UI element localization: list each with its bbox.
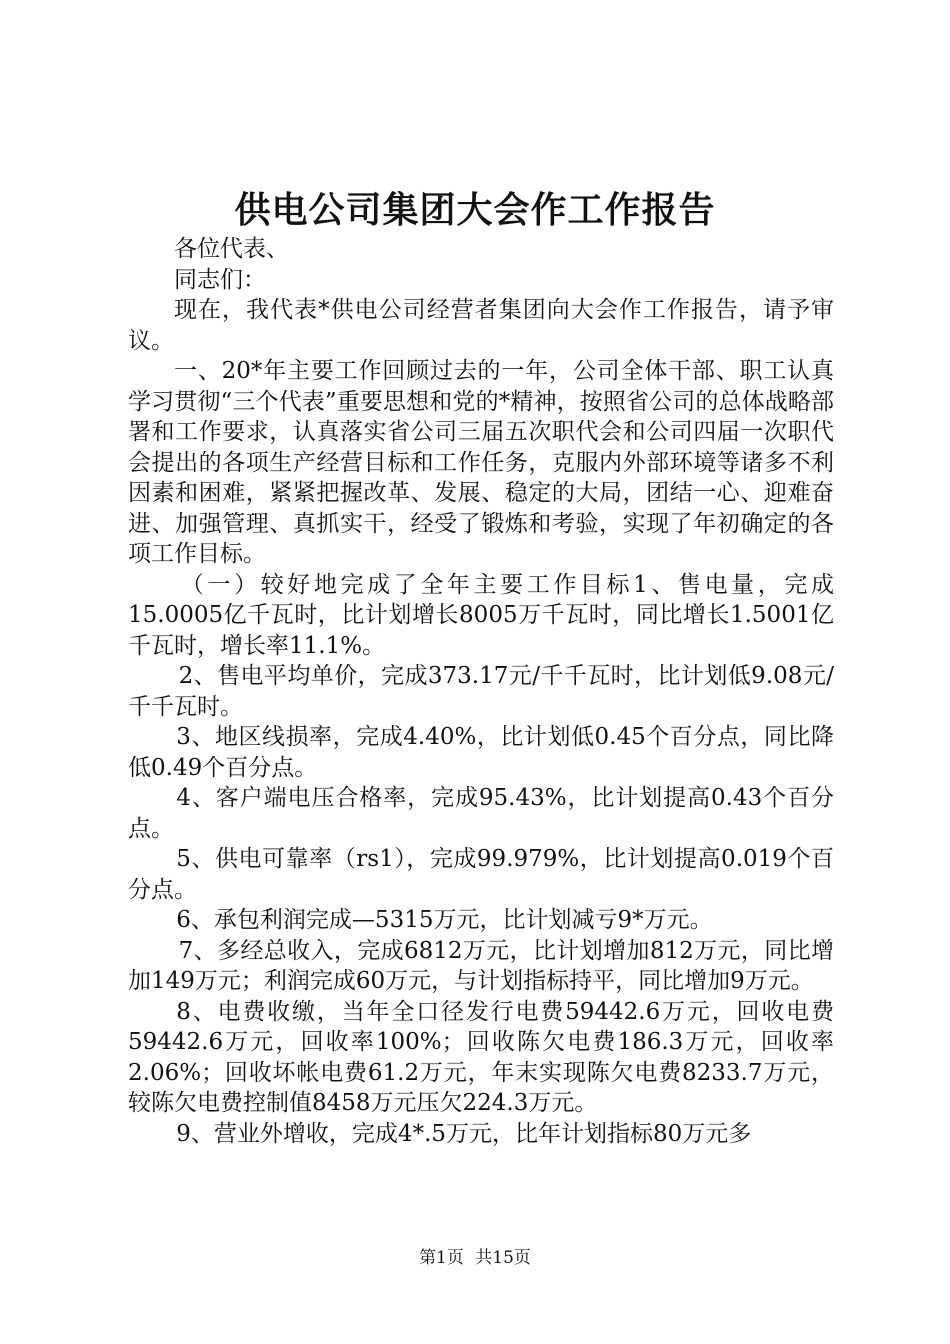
paragraph: 7、多经总收入，完成6812万元，比计划增加812万元，同比增加149万元；利润完成60万元，与计划指标持平，同比增加9万元。 — [128, 937, 834, 994]
paragraph: 2、售电平均单价，完成373.17元/千千瓦时，比计划低9.08元/千千瓦时。 — [128, 663, 834, 720]
paragraph: 5、供电可靠率（rs1），完成99.979%，比计划提高0.019个百分点。 — [128, 846, 834, 903]
paragraph: 8、电费收缴，当年全口径发行电费59442.6万元，回收电费59442.6万元，回收率100%；回收陈欠电费186.3万元，回收率2.06%；回收坏帐电费61.2万元，年末实现陈欠电费8233.7万元，较陈欠电费控制值8458万元压欠224.3万元。 — [128, 998, 834, 1116]
paragraph: 6、承包利润完成—5315万元，比计划减亏9*万元。 — [176, 907, 713, 933]
paragraph: 4、客户端电压合格率，完成95.43%，比计划提高0.43个百分点。 — [128, 785, 834, 842]
document-body — [128, 234, 834, 1149]
page-total: 共15页 — [475, 1248, 531, 1268]
paragraph: 3、地区线损率，完成4.40%，比计划低0.45个百分点，同比降低0.49个百分点。 — [128, 724, 834, 781]
paragraph: 现在，我代表*供电公司经营者集团向大会作工作报告，请予审议。 — [128, 297, 834, 354]
page-number: 第1页 — [419, 1248, 464, 1268]
document-title: 供电公司集团大会作工作报告 — [234, 189, 716, 231]
paragraph: 同志们： — [174, 266, 266, 293]
paragraph: 9、营业外增收，完成4*.5万元，比年计划指标80万元多 — [176, 1120, 752, 1147]
paragraph: 各位代表、 — [174, 236, 289, 262]
page-footer — [0, 1243, 950, 1268]
paragraph: （一）较好地完成了全年主要工作目标1、售电量，完成15.0005亿千瓦时，比计划增长8005万千瓦时，同比增长1.5001亿千瓦时，增长率11.1%。 — [128, 571, 834, 659]
paragraph: 一、20*年主要工作回顾过去的一年，公司全体干部、职工认真学习贯彻“三个代表”重要思想和党的*精神，按照省公司的总体战略部署和工作要求，认真落实省公司三届五次职代会和公司四届一次职代会提出的各项生产经营目标和工作任务，克服内外部环境等诸多不利因素和困难，紧紧把握改革、发展、稳定的大局，团结一心、迎难奋进、加强管理、真抓实干，经受了锻炼和考验，实现了年初确定的各项工作目标。 — [128, 358, 834, 567]
